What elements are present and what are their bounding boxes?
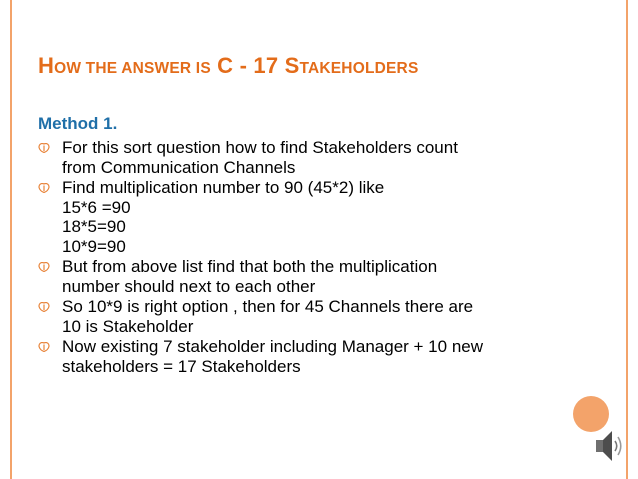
bullet-item	[38, 337, 578, 376]
fleuron-bullet-icon	[38, 143, 50, 153]
slide-content	[38, 113, 578, 377]
fleuron-bullet-icon	[38, 302, 50, 312]
method-heading: Method 1.	[38, 114, 118, 133]
bullet-line: Now existing 7 stakeholder including Manager + 10 new	[62, 337, 483, 356]
title-small-caps-part-2: TAKEHOLDERS	[299, 60, 419, 77]
bullet-line: 18*5=90	[62, 217, 126, 236]
fleuron-bullet-icon	[38, 262, 50, 272]
bullet-line: For this sort question how to find Stakeholders count	[62, 138, 458, 157]
bullet-item	[38, 138, 578, 177]
bullet-line: 15*6 =90	[62, 197, 131, 217]
bullet-list	[38, 138, 578, 376]
title-small-caps-part: OW THE ANSWER IS	[54, 60, 211, 77]
bullet-item	[38, 297, 578, 336]
bullet-line: 10 is Stakeholder	[62, 316, 194, 336]
bullet-item	[38, 257, 578, 296]
decorative-orange-circle	[573, 396, 609, 432]
title-initial-h: H	[38, 53, 55, 78]
bullet-line: But from above list find that both the multiplication	[62, 257, 438, 276]
bullet-line: stakeholders = 17 Stakeholders	[62, 356, 301, 376]
bullet-line: 10*9=90	[62, 236, 126, 256]
bullet-line: Find multiplication number to 90 (45*2) like	[62, 178, 385, 197]
slide-border-right	[626, 0, 628, 479]
fleuron-bullet-icon	[38, 183, 50, 193]
title-answer-part: C - 17 S	[210, 53, 300, 78]
bullet-item	[38, 178, 578, 256]
speaker-icon[interactable]	[594, 428, 624, 464]
slide-border-left	[10, 0, 12, 479]
slide-title	[38, 53, 419, 82]
bullet-line: number should next to each other	[62, 276, 316, 296]
fleuron-bullet-icon	[38, 342, 50, 352]
bullet-line: from Communication Channels	[62, 157, 296, 177]
bullet-line: So 10*9 is right option , then for 45 Channels there are	[62, 297, 474, 316]
